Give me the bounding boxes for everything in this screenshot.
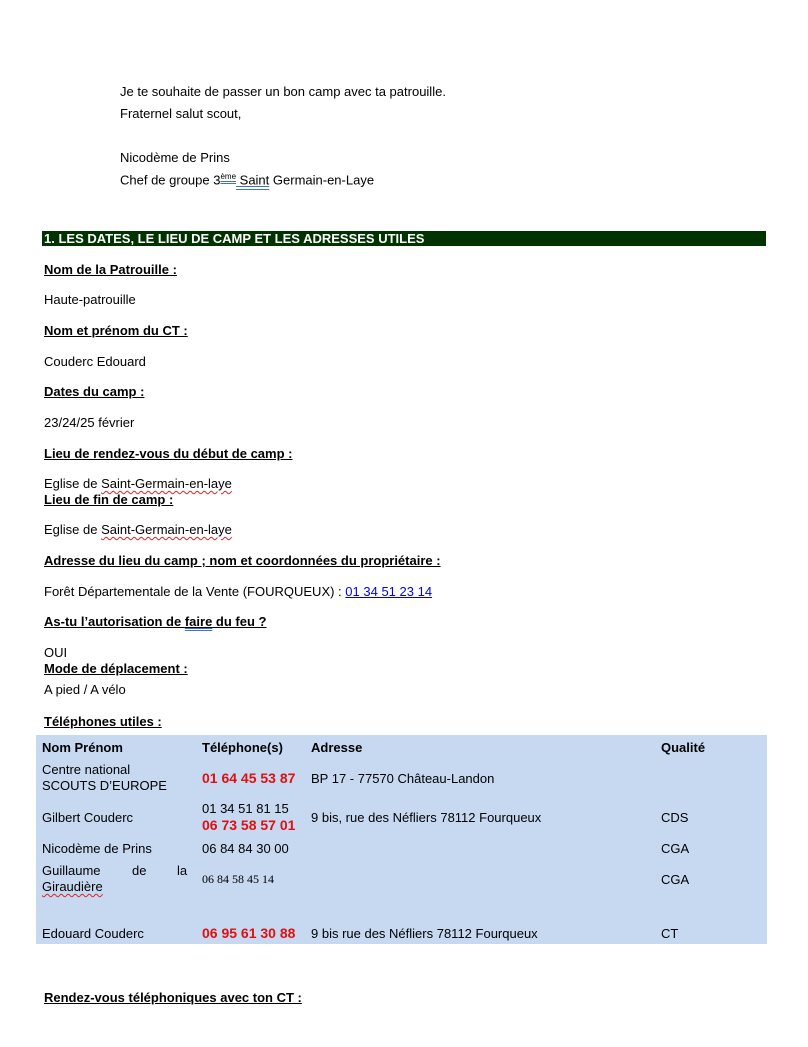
table-header-address: Adresse xyxy=(311,740,363,755)
signature-name: Nicodème de Prins xyxy=(120,150,230,165)
feu-label xyxy=(44,614,266,629)
feu-label-c: du feu ? xyxy=(212,614,267,629)
ct-value: Couderc Edouard xyxy=(44,354,146,369)
table-header-role: Qualité xyxy=(661,740,706,755)
fin-place: Saint-Germain-en-laye xyxy=(101,522,232,537)
table-row-5-address: 9 bis rue des Néfliers 78112 Fourqueux xyxy=(311,926,538,941)
ct-label: Nom et prénom du CT : xyxy=(44,323,188,338)
table-row-5-name: Edouard Couderc xyxy=(42,926,144,941)
section-heading: 1. LES DATES, LE LIEU DE CAMP ET LES ADRESSES UTILES xyxy=(42,231,766,246)
telephones-label: Téléphones utiles : xyxy=(44,714,162,729)
table-row-2-address: 9 bis, rue des Néfliers 78112 Fourqueux xyxy=(311,810,542,825)
dates-label: Dates du camp : xyxy=(44,384,145,399)
feu-value: OUI xyxy=(44,645,68,660)
fin-value xyxy=(44,522,232,537)
deplacement-label: Mode de déplacement : xyxy=(44,661,188,676)
rdv-debut-label: Lieu de rendez-vous du début de camp : xyxy=(44,446,293,461)
table-row-1-address: BP 17 - 77570 Château-Landon xyxy=(311,771,495,786)
signature-title-prefix: Chef de groupe 3 xyxy=(120,172,221,188)
table-row-5-phone: 06 95 61 30 88 xyxy=(202,925,296,941)
contacts-table xyxy=(36,735,767,944)
table-row-1-name-line2: SCOUTS D’EUROPE xyxy=(42,778,167,793)
adresse-label: Adresse du lieu du camp ; nom et coordonnées du propriétaire : xyxy=(44,553,441,568)
rdv-debut-prefix: Eglise de xyxy=(44,476,102,491)
table-row-2-name: Gilbert Couderc xyxy=(42,810,134,825)
adresse-value xyxy=(44,584,432,599)
feu-label-b: faire xyxy=(184,614,213,629)
table-header-phone: Téléphone(s) xyxy=(202,740,283,755)
table-header-name: Nom Prénom xyxy=(42,740,123,755)
table-row-4-role: CGA xyxy=(661,872,690,887)
rdv-debut-place: Saint-Germain-en-laye xyxy=(101,476,232,491)
signature-title xyxy=(120,172,374,187)
table-row-1-name-line1: Centre national xyxy=(42,762,131,777)
deplacement-value: A pied / A vélo xyxy=(44,682,126,697)
table-row-3-role: CGA xyxy=(661,841,690,856)
rdv-telephoniques-label: Rendez-vous téléphoniques avec ton CT : xyxy=(44,990,302,1005)
table-row-2-phone1: 01 34 51 81 15 xyxy=(202,801,289,816)
fin-label: Lieu de fin de camp : xyxy=(44,492,174,507)
adresse-text: Forêt Départementale de la Vente (FOURQUEUX) : xyxy=(44,584,346,599)
table-row-3-name: Nicodème de Prins xyxy=(42,841,152,856)
table-row-4-phone: 06 84 58 45 14 xyxy=(202,872,274,886)
table-row-4-name-line2: Giraudière xyxy=(42,879,103,894)
adresse-phone-link[interactable]: 01 34 51 23 14 xyxy=(345,584,433,599)
table-row-4-name-b: de xyxy=(132,863,147,878)
letter-line-wish: Je te souhaite de passer un bon camp avec ta patrouille. xyxy=(120,84,446,99)
table-row-5-role: CT xyxy=(661,926,679,941)
signature-title-suffix: Germain-en-Laye xyxy=(269,172,375,188)
table-row-4-name-a: Guillaume xyxy=(42,863,101,878)
patrouille-value: Haute-patrouille xyxy=(44,292,136,307)
table-row-1-phone: 01 64 45 53 87 xyxy=(202,770,296,786)
letter-line-salut: Fraternel salut scout, xyxy=(120,106,242,121)
table-row-2-phone2: 06 73 58 57 01 xyxy=(202,817,296,833)
table-row-3-phone: 06 84 84 30 00 xyxy=(202,841,289,856)
dates-value: 23/24/25 février xyxy=(44,415,135,430)
signature-title-sup: ème xyxy=(220,172,237,181)
table-row-2-role: CDS xyxy=(661,810,689,825)
feu-label-a: As-tu l’autorisation de xyxy=(44,614,185,629)
table-row-4-name-c: la xyxy=(177,863,188,878)
rdv-debut-value xyxy=(44,476,232,491)
fin-prefix: Eglise de xyxy=(44,522,102,537)
patrouille-label: Nom de la Patrouille : xyxy=(44,262,177,277)
signature-title-saint: Saint xyxy=(236,172,270,188)
